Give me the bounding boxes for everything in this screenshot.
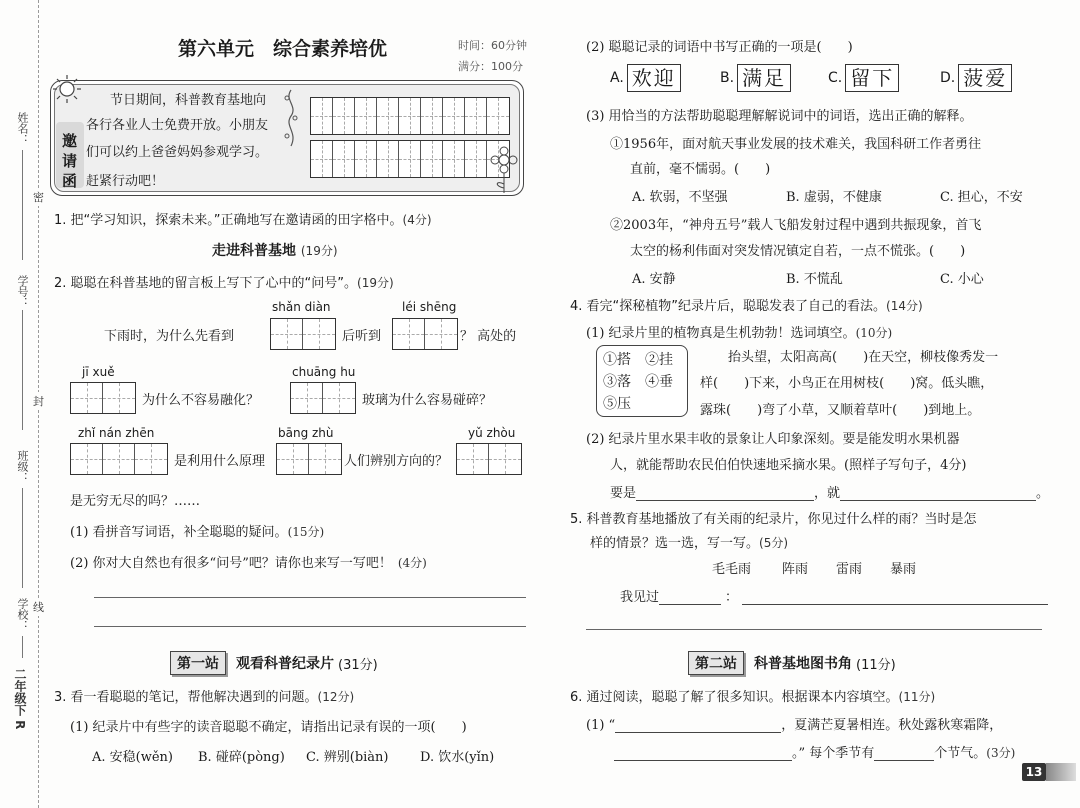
q6-1-score: (3分) — [986, 746, 1016, 760]
q3-1-opt-a[interactable]: A. 安稳(wěn) — [92, 750, 173, 765]
answer-box-leisheng[interactable] — [392, 318, 458, 350]
rain-opt-4[interactable]: 暴雨 — [890, 562, 917, 577]
answer-box-jixue[interactable] — [70, 382, 136, 414]
q6-score: (11分) — [898, 690, 936, 704]
q3-2-option-a[interactable] — [610, 64, 681, 92]
q6-1-blank-3[interactable] — [874, 747, 934, 761]
q3-3a-opt-a[interactable]: A. 软弱，不坚强 — [632, 190, 728, 205]
tianzige-row-1[interactable] — [310, 97, 510, 135]
rain-opt-1[interactable]: 毛毛雨 — [712, 562, 752, 577]
q3-1-text: (1) 纪录片中有些字的读音聪聪不确定，请指出记录有误的一项( ) — [70, 720, 467, 735]
station-2-tag: 第二站 — [688, 651, 744, 675]
q4-1-text: (1) 纪录片里的植物真是生机勃勃！选词填空。 — [586, 326, 856, 341]
q3-2-opt-b-label: B. — [720, 70, 735, 86]
q5-text: 5. 科普教育基地播放了有关雨的纪录片，你见过什么样的雨？当时是怎 — [570, 512, 977, 527]
q3-2-option-b[interactable] — [720, 64, 791, 92]
q2-2-text: (2) 你对大自然也有很多“问号”吧？请你也来写一写吧！ — [70, 556, 392, 571]
q2-text: 2. 聪聪在科普基地的留言板上写下了心中的“问号”。 — [54, 276, 358, 291]
rain-scene-blank[interactable] — [742, 591, 1048, 605]
q4-2-text: (2) 纪录片里水果丰收的景象让人印象深刻。要是能发明水果机器 — [586, 432, 960, 447]
q3-score: (12分) — [317, 690, 355, 704]
q2-2-answer-line-1[interactable] — [94, 597, 526, 598]
q3-3b-opt-b[interactable]: B. 不慌乱 — [786, 272, 843, 287]
q3-3b-text: ②2003年，“神舟五号”载人飞船发射过程中遇到共振现象，首飞 — [610, 218, 982, 233]
q5-answer-row: 我见过 ： — [620, 586, 1048, 605]
q3-3a-opt-b[interactable]: B. 虚弱，不健康 — [786, 190, 882, 205]
school-line — [22, 636, 23, 658]
q3-3b-opt-a[interactable]: A. 安静 — [632, 272, 676, 287]
student-no-label: 学号： — [16, 275, 29, 308]
rain-opt-3[interactable]: 雷雨 — [836, 562, 863, 577]
text-houtingdao: 后听到 — [342, 329, 382, 344]
q3-3a-opt-c[interactable]: C. 担心，不安 — [940, 190, 1023, 205]
q5-answer-line-2[interactable] — [586, 629, 1042, 630]
unit-title: 第六单元 综合素养培优 — [178, 38, 388, 60]
seal-mark-xian: 线 — [33, 598, 44, 616]
seal-mark-mi: 密 — [33, 188, 44, 206]
station-1-tag: 第一站 — [170, 651, 226, 675]
q1-score: (4分) — [402, 213, 432, 227]
text-xiayushi: 下雨时，为什么先看到 — [104, 329, 235, 344]
student-no-line — [22, 310, 23, 430]
time-limit: 时间：60分钟 — [458, 39, 527, 52]
flower-decoration-icon — [488, 146, 520, 194]
section-title: 走进科普基地 — [212, 243, 296, 259]
q3-1-opt-c[interactable]: C. 辨别(biàn) — [306, 750, 389, 765]
seal-mark-feng: 封 — [33, 392, 44, 410]
q4-text: 4. 看完“探秘植物”纪录片后，聪聪发表了自己的看法。 — [570, 299, 887, 314]
seen-label: 我见过 — [620, 590, 660, 605]
invite-text-3: 们可以约上爸爸妈妈参观学习。 — [86, 145, 269, 160]
fill-line-1: 抬头望，太阳高高( )在天空，柳枝像秀发一 — [728, 350, 999, 365]
school-label: 学校： — [16, 598, 29, 631]
q3-text: 3. 看一看聪聪的笔记，帮他解决遇到的问题。 — [54, 690, 318, 705]
jiu-blank[interactable] — [840, 487, 1036, 501]
q2-1-text: (1) 看拼音写词语，补全聪聪的疑问。 — [70, 525, 288, 540]
invite-text-1: 节日期间，科普教育基地向 — [110, 93, 267, 108]
q3-2-option-d[interactable] — [940, 64, 1012, 92]
grade-brand-label: 二年级下 R — [13, 668, 27, 730]
answer-box-chuanghu[interactable] — [290, 382, 356, 414]
q3-3a-text-2: 直前，毫不懦弱。( ) — [630, 162, 771, 177]
invite-label-2: 请 — [62, 152, 78, 170]
rain-type-blank[interactable] — [659, 591, 721, 605]
word-choice-row-3: ⑤压 — [603, 396, 631, 412]
q3-2-option-c[interactable] — [828, 64, 899, 92]
invite-text-4: 赶紧行动吧！ — [86, 174, 165, 189]
invite-text-2: 各行各业人士免费开放。小朋友 — [86, 118, 269, 133]
q6-1-blank-1[interactable] — [615, 719, 781, 733]
q6-1-prefix: (1) “ — [586, 718, 616, 733]
text-gaochude: ？ 高处的 — [460, 329, 517, 344]
q4-1-score: (10分) — [855, 326, 893, 340]
word-choice-box — [596, 345, 688, 417]
answer-box-shandian[interactable] — [270, 318, 336, 350]
station-2-title: 科普基地图书角 — [754, 656, 852, 672]
pinyin-leisheng: léi shēng — [402, 300, 457, 314]
page-number-shadow — [1046, 763, 1076, 781]
q1-text: 1. 把“学习知识，探索未来。”正确地写在邀请函的田字格中。 — [54, 213, 403, 228]
q6-text: 6. 通过阅读，聪聪了解了很多知识。根据课本内容填空。 — [570, 690, 899, 705]
q3-3-text: (3) 用恰当的方法帮助聪聪理解解说词中的词语，选出正确的解释。 — [586, 109, 973, 124]
station-2-score: (11分) — [856, 657, 896, 673]
section-score: (19分) — [300, 244, 338, 258]
q2-score: (19分) — [357, 276, 394, 290]
jiu-label: ，就 — [814, 486, 841, 501]
q3-2-opt-c-word: 留下 — [845, 64, 899, 92]
q3-2-opt-d-label: D. — [940, 70, 956, 86]
text-yuanli: 是利用什么原理 — [174, 454, 266, 469]
invite-label-3: 函 — [62, 172, 78, 190]
q3-1-opt-b[interactable]: B. 碰碎(pòng) — [198, 750, 285, 765]
page-number: 13 — [1022, 763, 1046, 781]
pinyin-zhinanzhen: zhǐ nán zhēn — [78, 426, 155, 440]
q3-2-opt-a-label: A. — [610, 70, 624, 86]
q3-2-opt-c-label: C. — [828, 70, 843, 86]
q5-score: (5分) — [759, 536, 789, 550]
full-score: 满分：100分 — [458, 60, 523, 73]
class-line — [22, 488, 23, 588]
text-ronghua: 为什么不容易融化？ — [142, 393, 260, 408]
answer-box-yuzhou[interactable] — [456, 443, 522, 475]
tianzige-row-2[interactable] — [310, 140, 510, 178]
q3-2-opt-d-word: 菠爱 — [958, 64, 1012, 92]
q6-1-end: 个节气。 — [934, 746, 987, 761]
q4-2-answer-row: 要是 ，就 。 — [610, 482, 1049, 501]
fill-line-2: 样( )下来，小鸟正在用树枝( )窝。低头瞧， — [700, 376, 994, 391]
pinyin-jixue: jī xuě — [82, 365, 115, 379]
q4-2-text-2: 人，就能帮助农民伯伯快速地采摘水果。(照样子写句子，4分) — [610, 458, 967, 473]
fill-line-3: 露珠( )弯了小草，又顺着草叶( )到地上。 — [700, 403, 981, 418]
station-1-score: (31分) — [338, 657, 378, 673]
q2-2-answer-line-2[interactable] — [94, 626, 526, 627]
q3-3a-text: ①1956年，面对航天事业发展的技术难关，我国科研工作者勇往 — [610, 137, 982, 152]
q6-1-middle: ，夏满芒夏暑相连。秋处露秋寒霜降， — [781, 718, 1003, 733]
q4-score: (14分) — [886, 299, 923, 313]
rain-opt-2[interactable]: 阵雨 — [782, 562, 809, 577]
station-2-header — [688, 651, 896, 675]
q6-1-suffix: 。” 每个季节有 — [792, 746, 875, 761]
word-choice-row-1: ①搭 ②挂 — [603, 352, 673, 368]
name-label: 姓名： — [16, 112, 29, 145]
text-boli: 玻璃为什么容易碰碎？ — [362, 393, 493, 408]
yaoshi-blank[interactable] — [636, 487, 814, 501]
class-label: 班级： — [16, 450, 29, 483]
text-wuqiong: 是无穷无尽的吗？…… — [70, 494, 201, 509]
text-bianbie: 人们辨别方向的？ — [344, 454, 449, 469]
sun-icon — [52, 74, 82, 104]
vine-decoration-icon — [282, 88, 300, 148]
name-line — [22, 150, 23, 260]
q6-1-row-2 — [614, 742, 1015, 761]
q6-1-row-1 — [586, 714, 1002, 733]
q6-1-blank-2[interactable] — [614, 747, 792, 761]
q2-1-score: (15分) — [287, 525, 325, 539]
q5-text-2: 样的情景？选一选，写一写。 — [590, 536, 760, 551]
answer-box-zhinanzhen[interactable] — [70, 443, 168, 475]
answer-box-bangzhu[interactable] — [276, 443, 342, 475]
q3-1-opt-d[interactable]: D. 饮水(yǐn) — [420, 750, 495, 765]
station-1-header — [170, 651, 378, 675]
q3-3b-text-2: 太空的杨利伟面对突发情况镇定自若，一点不慌张。( ) — [630, 244, 966, 259]
pinyin-shandian: shǎn diàn — [272, 300, 331, 314]
pinyin-yuzhou: yǔ zhòu — [468, 426, 516, 440]
pinyin-chuanghu: chuāng hu — [292, 365, 356, 379]
q3-3b-opt-c[interactable]: C. 小心 — [940, 272, 984, 287]
station-1-title: 观看科普纪录片 — [236, 656, 334, 672]
q3-2-opt-b-word: 满足 — [737, 64, 791, 92]
q2-2-score: (4分) — [397, 556, 427, 570]
q3-2-text: (2) 聪聪记录的词语中书写正确的一项是( ) — [586, 40, 853, 55]
invite-label-1: 邀 — [62, 132, 78, 150]
yaoshi-label: 要是 — [610, 486, 637, 501]
word-choice-row-2: ③落 ④垂 — [603, 374, 673, 390]
pinyin-bangzhu: bāng zhù — [278, 426, 334, 440]
q3-2-opt-a-word: 欢迎 — [627, 64, 681, 92]
